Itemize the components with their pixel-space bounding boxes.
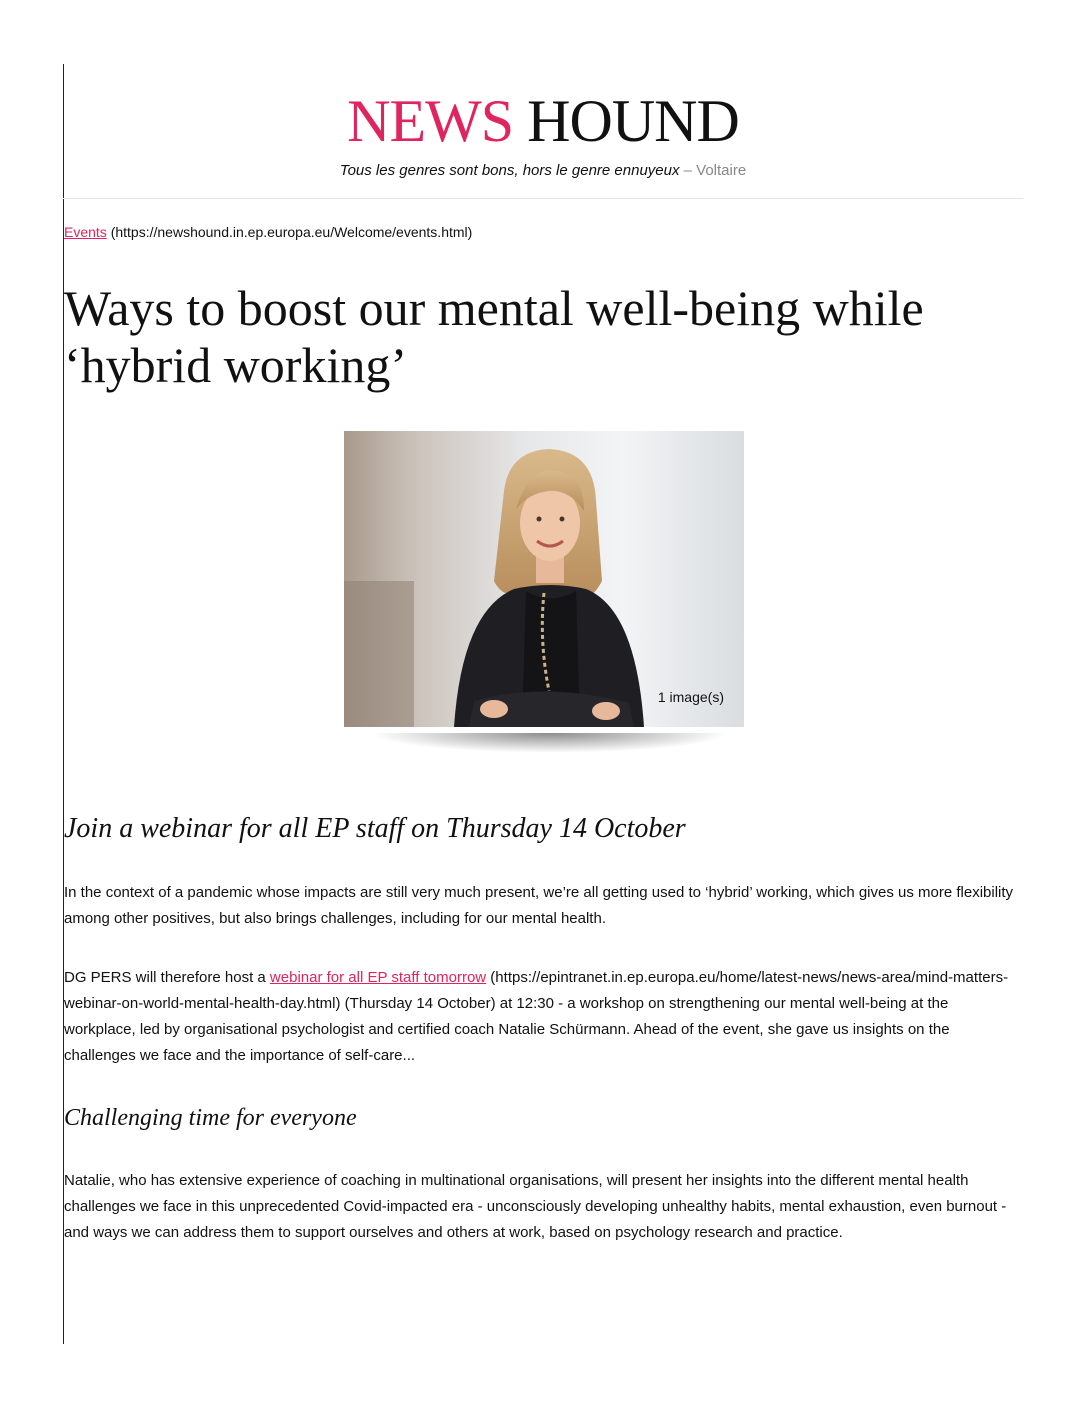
tagline-author: – Voltaire — [679, 162, 747, 179]
paragraph-3: Natalie, who has extensive experience of coaching in multinational organisations, will present her insights into the different mental health challenges we face in this unprecedented Covid-impacted era - unconsciously developing unhealthy habits, mental exhaustion, even burnout - and ways we can address them to support ourselves and others at work, based on psychology research and practice. — [64, 1172, 1007, 1241]
breadcrumb — [64, 224, 472, 240]
article-photo[interactable] — [344, 431, 744, 727]
article-title — [64, 280, 1024, 394]
article-title-line1: Ways to boost our mental well-being while — [64, 280, 924, 336]
portrait-illustration — [344, 431, 744, 727]
paragraph-2-text-end: (https://epintranet.in.ep.europa.eu/home/latest-news/news-area/mind-matters-webinar-on-world-mental-health-day.html) (Thursday 14 October) at 12:30 - a workshop on strengthening our mental well-being at the workplace, led by organisational psychologist and certified coach Natalie Schürmann. Ahead of the event, she gave us insights on the challenges we face and the importance of self-care... — [64, 969, 1009, 1064]
masthead-news: NEWS — [347, 88, 514, 154]
photo-shadow — [370, 733, 730, 753]
paragraph-2-text-start: DG PERS will therefore host a — [64, 969, 270, 986]
paragraph-1: In the context of a pandemic whose impacts are still very much present, we’re all getting used to ‘hybrid’ working, which gives us more flexibility among other positives, but also brings challenges, including for our mental health. — [64, 884, 1014, 927]
article-title-line2: ‘hybrid working’ — [64, 337, 407, 393]
breadcrumb-events-link[interactable]: Events — [64, 224, 107, 240]
article-subtitle: Join a webinar for all EP staff on Thursday 14 October — [64, 813, 686, 844]
webinar-link[interactable]: webinar for all EP staff tomorrow — [269, 969, 487, 986]
paragraph-2 — [64, 965, 1020, 1069]
masthead-logo[interactable] — [63, 86, 1023, 156]
tagline-quote: Tous les genres sont bons, hors le genre ennuyeux — [339, 162, 680, 179]
image-count: 1 image(s) — [657, 689, 724, 705]
breadcrumb-url: (https://newshound.in.ep.europa.eu/Welcome/events.html) — [106, 224, 473, 240]
left-margin-rule — [63, 64, 64, 1344]
tagline — [63, 162, 1023, 179]
section-heading-challenging-time: Challenging time for everyone — [64, 1105, 357, 1131]
masthead-divider — [63, 198, 1023, 199]
masthead-hound: HOUND — [527, 88, 739, 154]
